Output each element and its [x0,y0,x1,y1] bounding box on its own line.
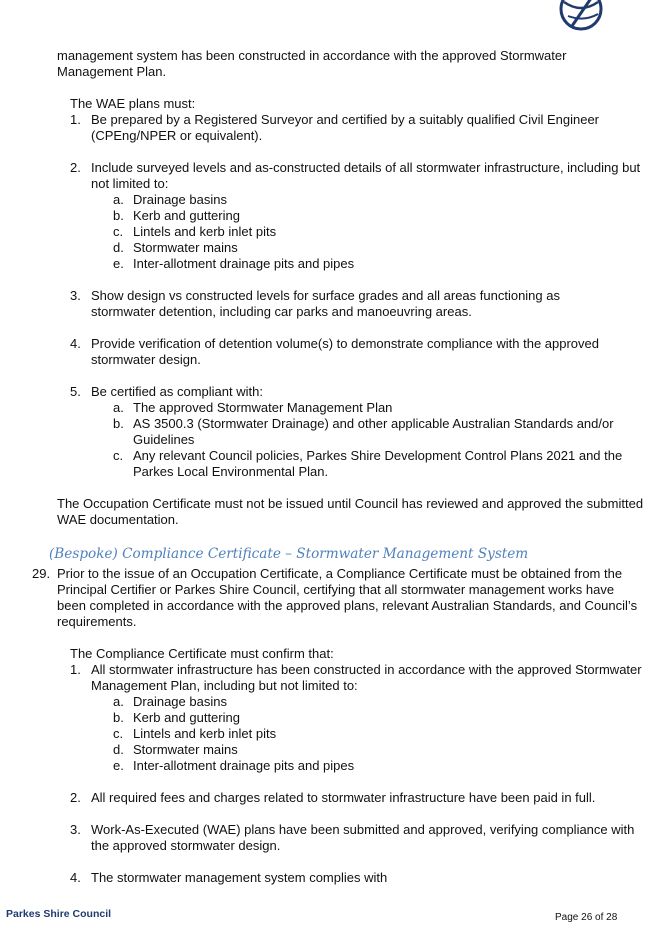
sublist-item: Drainage basins [133,192,227,207]
list-item-text: Work-As-Executed (WAE) plans have been submitted and approved, verifying compliance with [91,822,635,837]
condition-text: Prior to the issue of an Occupation Certificate, a Compliance Certificate must be obtained from the [57,566,623,581]
sublist-letter: b. [113,416,124,431]
closing-paragraph: The Occupation Certificate must not be issued until Council has reviewed and approved the submitted [57,496,644,511]
condition-number: 29. [32,566,51,581]
sublist-item: Any relevant Council policies, Parkes Shire Development Control Plans 2021 and the [133,448,623,463]
intro-line: management system has been constructed in accordance with the approved Stormwater [57,48,567,63]
list-item-text: All stormwater infrastructure has been constructed in accordance with the approved Stormwater [91,662,642,677]
footer-brand: Parkes Shire Council [6,908,112,920]
list-number: 3. [70,288,81,303]
list-item-text: Be prepared by a Registered Surveyor and certified by a suitably qualified Civil Engineer [91,112,600,127]
sublist-letter: b. [113,208,124,223]
sublist-item: Kerb and guttering [133,710,240,725]
list-item-text: Show design vs constructed levels for surface grades and all areas functioning as [91,288,560,303]
sublist-letter: a. [113,694,124,709]
sublist-item: The approved Stormwater Management Plan [133,400,393,415]
list-item-text: the approved stormwater design. [91,838,281,853]
sublist-item: Guidelines [133,432,195,447]
sublist-letter: b. [113,710,124,725]
list-item-text: All required fees and charges related to stormwater infrastructure have been paid in full. [91,790,596,805]
list-item-text: Management Plan, including but not limited to: [91,678,358,693]
sublist-letter: e. [113,256,124,271]
list-number: 3. [70,822,81,837]
intro-line: Management Plan. [57,64,167,79]
sublist-item: AS 3500.3 (Stormwater Drainage) and other applicable Australian Standards and/or [133,416,614,431]
condition-text: been completed in accordance with the approved plans, relevant Australian Standards, and Council’s [57,598,638,613]
compliance-lead: The Compliance Certificate must confirm that: [70,646,334,661]
condition-text: requirements. [57,614,137,629]
sublist-item: Drainage basins [133,694,227,709]
sublist-item: Inter-allotment drainage pits and pipes [133,256,355,271]
sublist-item: Lintels and kerb inlet pits [133,726,277,741]
sublist-item: Parkes Local Environmental Plan. [133,464,329,479]
sublist-letter: d. [113,240,124,255]
sublist-item: Kerb and guttering [133,208,240,223]
list-number: 1. [70,662,81,677]
section-heading: (Bespoke) Compliance Certificate – Stormwater Management System [49,546,529,562]
sublist-letter: a. [113,400,124,415]
list-number: 2. [70,160,81,175]
sublist-letter: c. [113,448,124,463]
sublist-item: Inter-allotment drainage pits and pipes [133,758,355,773]
list-number: 4. [70,336,81,351]
condition-text: Principal Certifier or Parkes Shire Council, certifying that all stormwater management works have [57,582,615,597]
sublist-letter: c. [113,224,124,239]
list-item-text: Be certified as compliant with: [91,384,263,399]
list-item-text: Provide verification of detention volume(s) to demonstrate compliance with the approved [91,336,599,351]
closing-paragraph: WAE documentation. [57,512,179,527]
sublist-item: Stormwater mains [133,240,238,255]
parkes-logo-icon [558,0,604,32]
list-item-text: Include surveyed levels and as-constructed details of all stormwater infrastructure, including but [91,160,641,175]
sublist-letter: e. [113,758,124,773]
sublist-item: Lintels and kerb inlet pits [133,224,277,239]
list-item-text: The stormwater management system complies with [91,870,388,885]
sublist-item: Stormwater mains [133,742,238,757]
list-item-text: not limited to: [91,176,169,191]
page-number: Page 26 of 28 [555,912,618,923]
sublist-letter: d. [113,742,124,757]
wae-lead: The WAE plans must: [70,96,196,111]
list-number: 4. [70,870,81,885]
list-item-text: stormwater detention, including car parks and manoeuvring areas. [91,304,472,319]
list-item-text: (CPEng/NPER or equivalent). [91,128,263,143]
list-number: 2. [70,790,81,805]
list-number: 5. [70,384,81,399]
sublist-letter: a. [113,192,124,207]
sublist-letter: c. [113,726,124,741]
list-number: 1. [70,112,81,127]
list-item-text: stormwater design. [91,352,201,367]
